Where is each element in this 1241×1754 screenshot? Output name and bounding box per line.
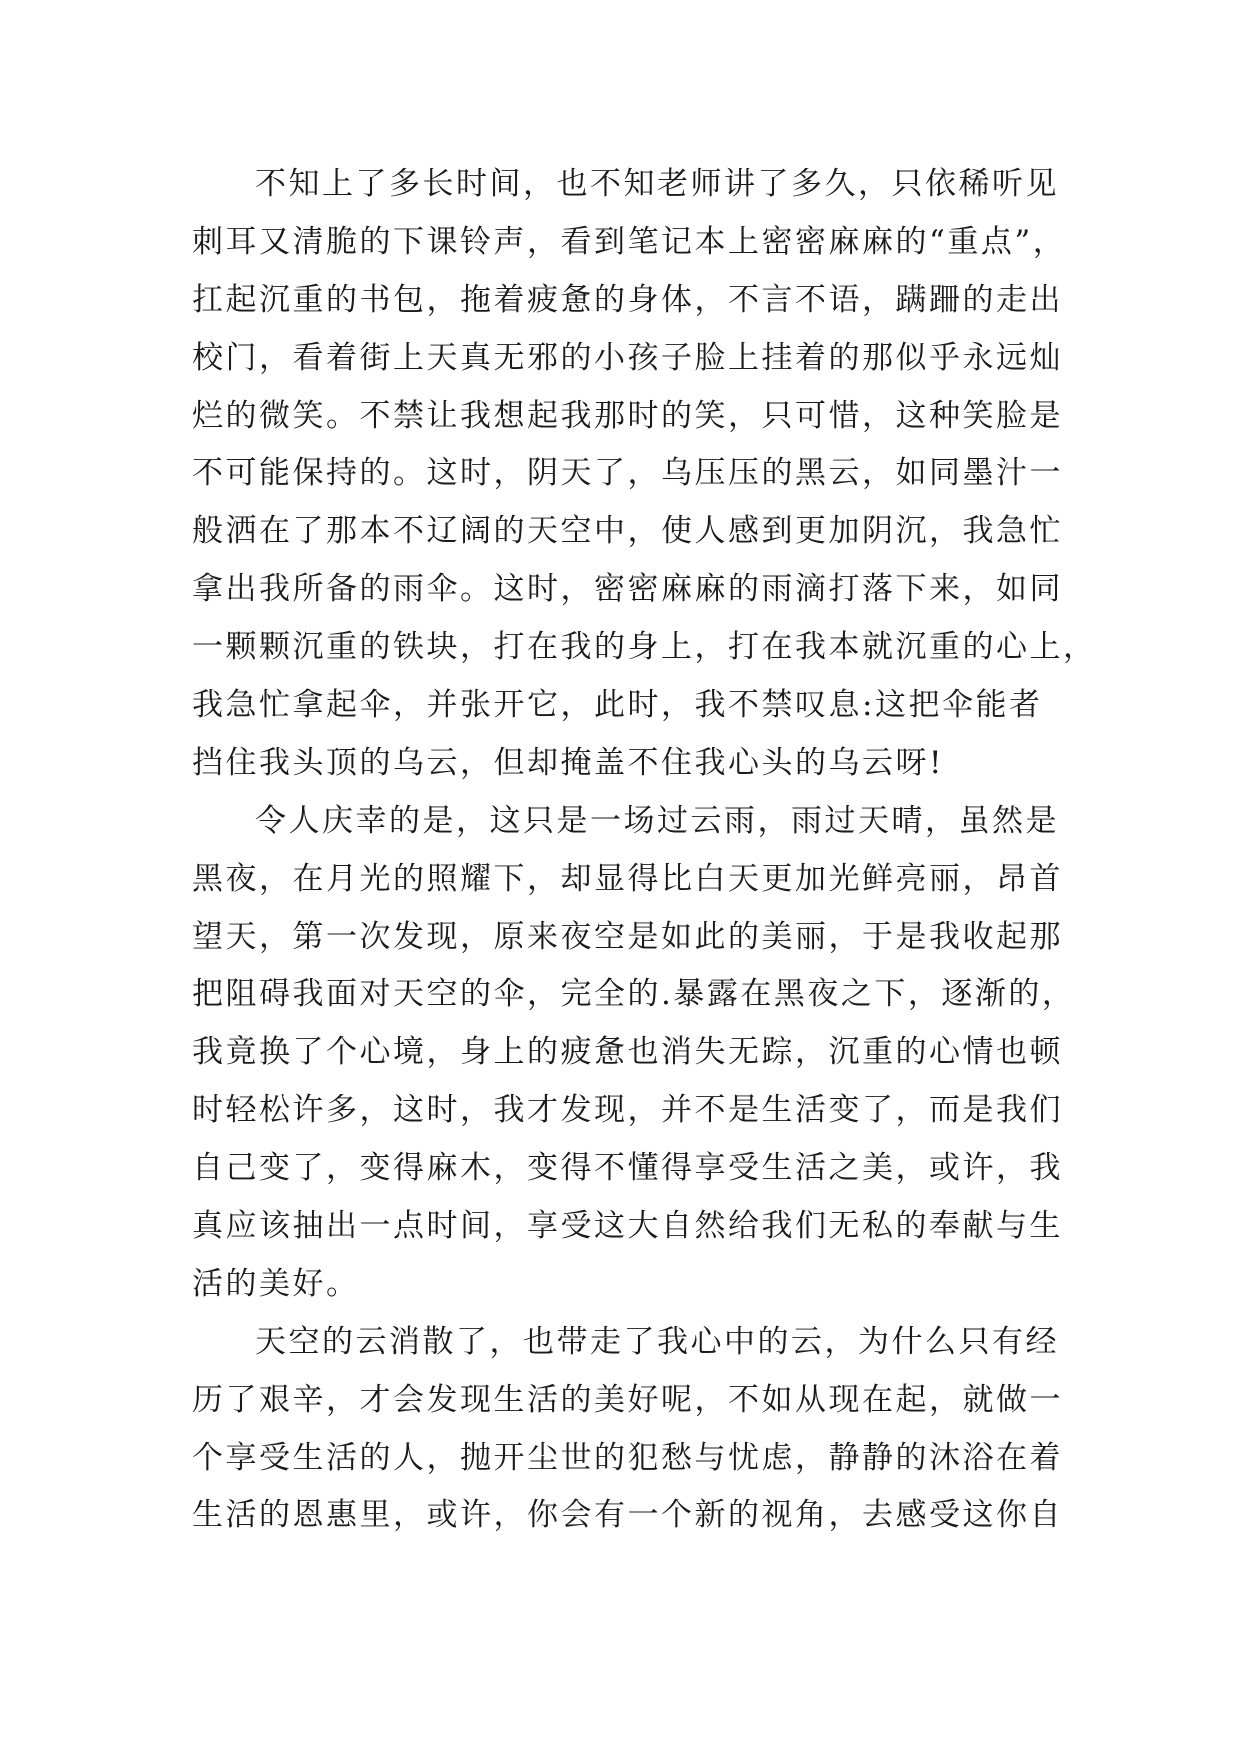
- paragraph-2: [192, 793, 1076, 1314]
- text-line: 我竟换了个心境，身上的疲惫也消失无踪，沉重的心情也顿: [192, 1034, 1063, 1071]
- text-line: 我急忙拿起伞，并张开它，此时，我不禁叹息:这把伞能者: [192, 687, 1043, 724]
- text-line: 自己变了，变得麻木，变得不懂得享受生活之美，或许，我: [192, 1150, 1063, 1187]
- text-line: 真应该抽出一点时间，享受这大自然给我们无私的奉献与生: [192, 1208, 1063, 1245]
- text-line: 不可能保持的。这时，阴天了，乌压压的黑云，如同墨汁一: [192, 455, 1063, 492]
- essay-body: [192, 156, 1097, 1545]
- text-line: 不知上了多长时间，也不知老师讲了多久，只依稀听见: [255, 166, 1059, 202]
- text-line: 刺耳又清脆的下课铃声，看到笔记本上密密麻麻的“重点”，: [192, 223, 1067, 260]
- text-line: 烂的微笑。不禁让我想起我那时的笑，只可惜，这种笑脸是: [192, 397, 1063, 434]
- text-line: 黑夜，在月光的照耀下，却显得比白天更加光鲜亮丽，昂首: [192, 860, 1063, 897]
- text-line: 历了艰辛，才会发现生活的美好呢，不如从现在起，就做一: [192, 1381, 1063, 1418]
- text-line: 时轻松许多，这时，我才发现，并不是生活变了，而是我们: [192, 1092, 1063, 1129]
- text-line: 般洒在了那本不辽阔的天空中，使人感到更加阴沉，我急忙: [192, 513, 1063, 550]
- paragraph-3: [192, 1314, 1072, 1546]
- text-line: 生活的恩惠里，或许，你会有一个新的视角，去感受这你自: [192, 1497, 1063, 1534]
- text-line: 拿出我所备的雨伞。这时，密密麻麻的雨滴打落下来，如同: [192, 571, 1063, 608]
- text-line: 校门，看着街上天真无邪的小孩子脸上挂着的那似乎永远灿: [192, 339, 1063, 376]
- text-line: 挡住我头顶的乌云，但却掩盖不住我心头的乌云呀!: [192, 744, 944, 781]
- text-line: 一颗颗沉重的铁块，打在我的身上，打在我本就沉重的心上，: [192, 629, 1097, 666]
- text-line: 活的美好。: [192, 1265, 360, 1302]
- text-line: 个享受生活的人，抛开尘世的犯愁与忧虑，静静的沐浴在着: [192, 1439, 1063, 1476]
- text-line: 令人庆幸的是，这只是一场过云雨，雨过天晴，虽然是: [255, 802, 1059, 839]
- text-line: 望天，第一次发现，原来夜空是如此的美丽，于是我收起那: [192, 918, 1063, 955]
- text-line: 天空的云消散了，也带走了我心中的云，为什么只有经: [255, 1323, 1059, 1360]
- text-line: 扛起沉重的书包，拖着疲惫的身体，不言不语，蹒跚的走出: [192, 281, 1063, 318]
- text-line: 把阻碍我面对天空的伞，完全的.暴露在黑夜之下，逐渐的，: [192, 976, 1076, 1013]
- paragraph-1: [192, 156, 1097, 793]
